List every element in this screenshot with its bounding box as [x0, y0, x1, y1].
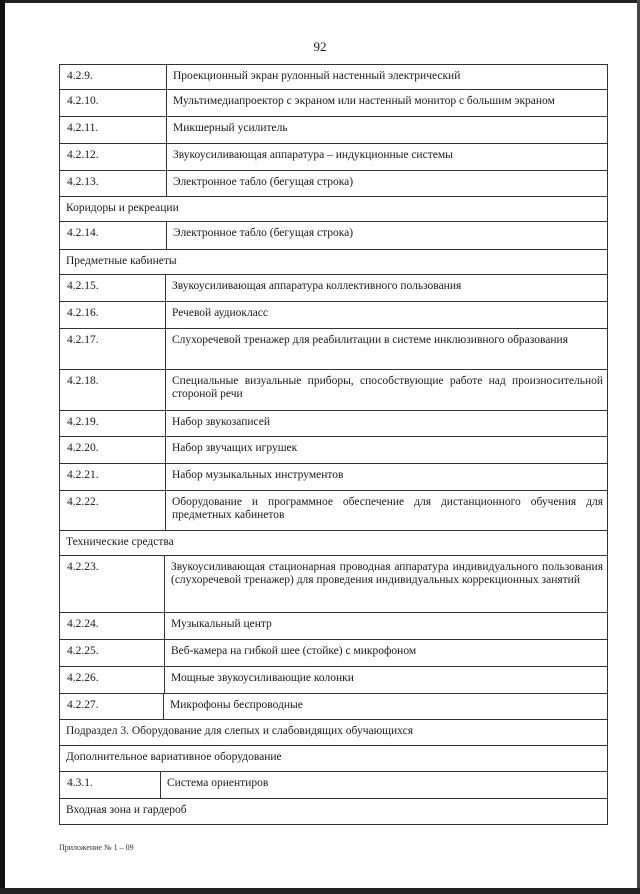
- section-title: Технические средства: [66, 536, 174, 548]
- section-title: Входная зона и гардероб: [66, 804, 187, 816]
- table-row: [60, 667, 607, 694]
- item-number: 4.2.12.: [60, 144, 167, 170]
- scan-edge-bottom: [0, 888, 640, 894]
- table-row: [60, 329, 607, 370]
- section-title: Подраздел 3. Оборудование для слепых и слабовидящих обучающихся: [66, 725, 413, 737]
- item-text: Система ориентиров: [167, 777, 269, 789]
- item-text: Проекционный экран рулонный настенный электрический: [173, 70, 461, 82]
- item-text: Оборудование и программное обеспечение для дистанционного обучения для предметных кабинетов: [172, 496, 603, 521]
- item-number: 4.2.21.: [60, 464, 166, 490]
- item-number: 4.2.18.: [60, 370, 166, 410]
- section-title: Коридоры и рекреации: [66, 202, 179, 214]
- section-row: [60, 799, 607, 825]
- item-number: 4.2.25.: [60, 640, 165, 666]
- item-number: 4.2.11.: [60, 117, 167, 143]
- item-text: Специальные визуальные приборы, способствующие работе над произносительной стороной речи: [172, 375, 603, 400]
- section-row: [60, 720, 607, 746]
- item-number: 4.2.15.: [60, 275, 166, 301]
- item-number: 4.2.23.: [60, 556, 165, 612]
- item-text: Веб-камера на гибкой шее (стойке) с микрофоном: [171, 645, 417, 657]
- table-row: [60, 222, 607, 250]
- item-text: Звукоусиливающая аппаратура – индукционные системы: [173, 149, 453, 161]
- item-text: Микрофоны беспроводные: [170, 699, 303, 711]
- item-number: 4.2.10.: [60, 90, 167, 116]
- table-row: [60, 302, 607, 329]
- item-text: Набор музыкальных инструментов: [172, 469, 344, 481]
- section-row: [60, 197, 607, 222]
- table-row: [60, 144, 607, 171]
- item-number: 4.2.26.: [60, 667, 165, 693]
- table-row: [60, 437, 607, 464]
- section-row: [60, 746, 607, 772]
- item-number: 4.2.13.: [60, 171, 167, 196]
- table-row: [60, 556, 607, 613]
- item-text: Музыкальный центр: [171, 618, 272, 630]
- item-number: 4.2.22.: [60, 491, 166, 530]
- table-row: [60, 90, 607, 117]
- item-number: 4.2.17.: [60, 329, 166, 369]
- item-number: 4.2.19.: [60, 411, 166, 436]
- scan-edge-top: [0, 0, 640, 3]
- item-number: 4.2.9.: [60, 65, 167, 89]
- table-row: [60, 613, 607, 640]
- section-row: [60, 250, 607, 275]
- table-row: [60, 772, 607, 799]
- item-text: Микшерный усилитель: [173, 122, 288, 134]
- equipment-table: [59, 64, 608, 825]
- table-row: [60, 370, 607, 411]
- table-row: [60, 464, 607, 491]
- item-text: Мультимедиапроектор с экраном или настенный монитор с большим экраном: [173, 95, 555, 107]
- item-number: 4.3.1.: [60, 772, 161, 798]
- table-row: [60, 640, 607, 667]
- item-text: Набор звучащих игрушек: [172, 442, 298, 454]
- section-title: Предметные кабинеты: [66, 255, 177, 267]
- table-row: [60, 117, 607, 144]
- item-text: Звукоусиливающая стационарная проводная аппаратура индивидуального пользования (слухоречевой тренажер) для проведения индивидуальных коррекционных занятий: [171, 561, 603, 586]
- table-row: [60, 411, 607, 437]
- table-row: [60, 694, 607, 720]
- scan-edge-left: [0, 0, 5, 894]
- page-number: 92: [313, 39, 327, 54]
- item-number: 4.2.27.: [60, 694, 164, 719]
- item-number: 4.2.14.: [60, 222, 167, 249]
- item-text: Речевой аудиокласс: [172, 307, 269, 319]
- item-text: Электронное табло (бегущая строка): [173, 227, 354, 239]
- section-row: [60, 531, 607, 556]
- table-row: [60, 65, 607, 90]
- item-number: 4.2.20.: [60, 437, 166, 463]
- item-text: Звукоусиливающая аппаратура коллективного пользования: [172, 280, 462, 292]
- section-title: Дополнительное вариативное оборудование: [66, 751, 282, 763]
- item-number: 4.2.16.: [60, 302, 166, 328]
- item-text: Электронное табло (бегущая строка): [173, 176, 354, 188]
- footer-note: Приложение № 1 – 09: [59, 843, 134, 852]
- item-number: 4.2.24.: [60, 613, 165, 639]
- item-text: Слухоречевой тренажер для реабилитации в системе инклюзивного образования: [172, 334, 568, 346]
- item-text: Мощные звукоусиливающие колонки: [171, 672, 354, 684]
- table-row: [60, 491, 607, 531]
- table-row: [60, 171, 607, 197]
- table-row: [60, 275, 607, 302]
- item-text: Набор звукозаписей: [172, 416, 271, 428]
